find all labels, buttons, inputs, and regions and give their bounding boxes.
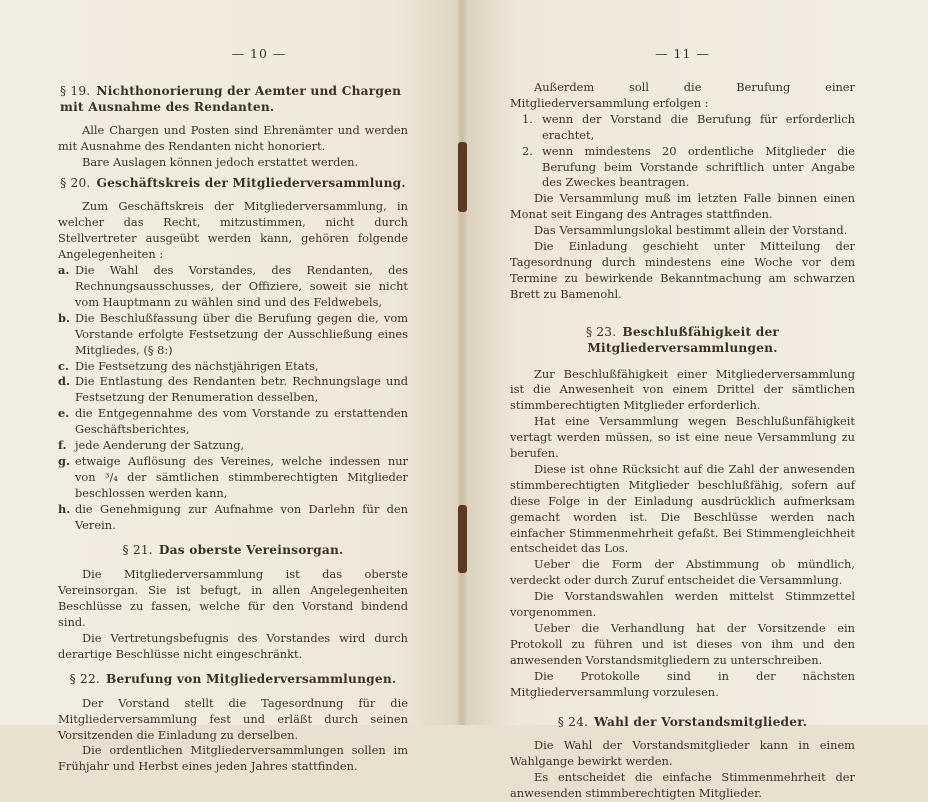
section-heading-22 — [58, 672, 408, 688]
section-heading-24 — [510, 715, 855, 731]
page-number: — 10 — — [231, 46, 287, 61]
list-item: g. etwaige Auflösung des Vereines, welche indessen nur von ³/₄ der sämtlichen stimmberechtigten Mitglieder beschlossen werden kann, — [58, 453, 408, 500]
section-number: § 21. — [122, 543, 153, 558]
section-heading-20 — [58, 176, 408, 192]
section-number: § 19. — [60, 84, 91, 98]
list-item: b. Die Beschlußfassung über die Berufung gegen die, vom Vorstande erfolgte Festsetzung der Ausschließung eines Mitgliedes, (§ 8:) — [58, 310, 408, 357]
paragraph: Die Wahl der Vorstandsmitglieder kann in einem Wahlgange bewirkt werden. — [510, 738, 855, 769]
list-item: 2. wenn mindestens 20 ordentliche Mitglieder die Berufung beim Vorstande schriftlich unter Angabe des Zweckes beantragen. — [522, 143, 855, 190]
paragraph: Die Protokolle sind in der nächsten Mitgliederversammlung vorzulesen. — [510, 668, 855, 699]
paragraph: Es entscheidet die einfache Stimmenmehrheit der anwesenden stimmberechtigten Mitglieder. — [510, 770, 855, 801]
agenda-list — [58, 263, 408, 533]
section-title: Berufung von Mitgliederversammlungen. — [106, 671, 397, 686]
paragraph: Die Vorstandswahlen werden mittelst Stimmzettel vorgenommen. — [510, 589, 855, 620]
list-item: a. Die Wahl des Vorstandes, des Rendanten, des Rechnungsausschusses, der Offiziere, soweit sie nicht vom Hauptmann zu wählen sind und des Feldwebels, — [58, 263, 408, 309]
paragraph: Die Einladung geschieht unter Mitteilung der Tagesordnung durch mindestens eine Woche vor dem Termine zu bewirkende Bekanntmachung am schwarzen Brett zu Bamenohl. — [510, 239, 855, 301]
paragraph: Die Versammlung muß im letzten Falle binnen einen Monat seit Eingang des Antrages stattfinden. — [510, 191, 855, 222]
section-number: § 23. — [585, 324, 617, 339]
section-title: Geschäftskreis der Mitgliederversammlung. — [96, 175, 406, 190]
paragraph: Das Versammlungslokal bestimmt allein der Vorstand. — [534, 223, 848, 238]
paragraph: Ueber die Form der Abstimmung ob mündlich, verdeckt oder durch Zuruf entscheidet die Versammlung. — [510, 557, 855, 588]
paragraph: Die ordentlichen Mitgliederversammlungen sollen im Frühjahr und Herbst eines jeden Jahres stattfinden. — [58, 743, 408, 774]
section-title: Das oberste Vereinsorgan. — [158, 543, 344, 558]
paragraph: Zum Geschäftskreis der Mitgliederversammlung, in welcher das Recht, mitzustimmen, nicht durch Stellvertreter ausgeübt werden kann, gehören folgende Angelegenheiten : — [58, 199, 408, 262]
paragraph: Hat eine Versammlung wegen Beschlußunfähigkeit vertagt werden müssen, so ist eine neue Versammlung zu berufen. — [510, 414, 855, 461]
left-page-text — [58, 0, 408, 775]
binding-thread-bottom — [458, 505, 467, 573]
paragraph: Ueber die Verhandlung hat der Vorsitzende ein Protokoll zu führen und ist dieses von ihm und den anwesenden Vorstandsmitgliedern zu unterschreiben. — [510, 621, 855, 667]
convocation-list — [510, 112, 855, 192]
list-item: f. jede Aenderung der Satzung, — [58, 438, 245, 453]
page-number: — 11 — — [655, 46, 710, 61]
book-gutter — [458, 0, 466, 725]
paragraph: Außerdem soll die Berufung einer Mitgliederversammlung erfolgen : — [510, 80, 855, 110]
section-title: Beschlußfähigkeit der Mitgliederversammlungen. — [587, 324, 780, 355]
paragraph: Bare Auslagen können jedoch erstattet werden. — [82, 154, 359, 169]
paragraph: Alle Chargen und Posten sind Ehrenämter und werden mit Ausnahme des Rendanten nicht honoriert. — [58, 122, 408, 153]
section-number: § 22. — [69, 671, 101, 686]
section-heading-21 — [58, 543, 408, 559]
list-item: 1. wenn der Vorstand die Berufung für erforderlich erachtet, — [522, 111, 855, 142]
list-item: h. die Genehmigung zur Aufnahme von Darlehn für den Verein. — [58, 501, 408, 532]
paragraph: Die Vertretungsbefugnis des Vorstandes wird durch derartige Beschlüsse nicht eingeschränkt. — [58, 631, 408, 661]
list-item: c. Die Festsetzung des nächstjährigen Etats, — [58, 358, 319, 373]
section-heading-23 — [510, 325, 855, 357]
list-item: e. die Entgegennahme des vom Vorstande zu erstattenden Geschäftsberichtes, — [58, 406, 408, 437]
list-item: d. Die Entlastung des Rendanten betr. Rechnungslage und Festsetzung der Renumeration desselben, — [58, 374, 408, 405]
section-number: § 20. — [60, 175, 91, 190]
binding-thread-top — [458, 142, 467, 212]
section-heading-19 — [58, 84, 408, 116]
section-number: § 24. — [557, 714, 589, 729]
paragraph: Der Vorstand stellt die Tagesordnung für die Mitgliederversammlung fest und erläßt durch seinen Vorsitzenden die Einladung zu derselben. — [58, 695, 408, 742]
paragraph: Diese ist ohne Rücksicht auf die Zahl der anwesenden stimmberechtigten Mitglieder beschlußfähig, sofern auf diese Folge in der Einladung ausdrücklich aufmerksam gemacht worden ist. Die Beschlüsse werden nach einfacher Stimmenmehrheit gefaßt. Bei Stimmengleichheit entscheidet das Los. — [510, 461, 855, 556]
section-title: Nichthonorierung der Aemter und Chargen mit Ausnahme des Rendanten. — [60, 84, 402, 114]
paragraph: Zur Beschlußfähigkeit einer Mitgliederversammlung ist die Anwesenheit von einem Drittel der sämtlichen stimmberechtigten Mitglieder erforderlich. — [510, 366, 855, 413]
paragraph: Die Mitgliederversammlung ist das oberste Vereinsorgan. Sie ist befugt, in allen Angelegenheiten Beschlüsse zu fassen, welche für den Vorstand bindend sind. — [58, 567, 408, 630]
right-page-text — [510, 0, 855, 802]
section-title: Wahl der Vorstandsmitglieder. — [594, 714, 808, 729]
